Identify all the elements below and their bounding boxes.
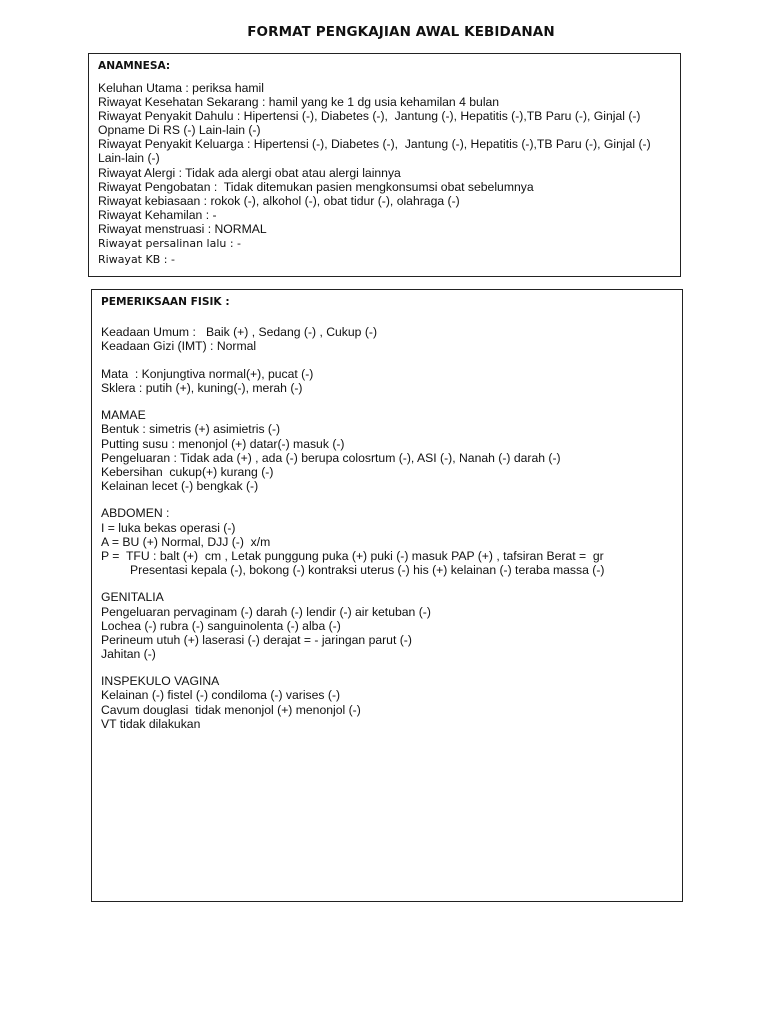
pemeriksaan-fisik-section <box>91 289 683 902</box>
mamae-heading: MAMAE <box>101 408 146 423</box>
riwayat-kehamilan: Riwayat Kehamilan : - <box>98 207 217 222</box>
riwayat-kebiasaan: Riwayat kebiasaan : rokok (-), alkohol (-), obat tidur (-), olahraga (-) <box>98 193 460 208</box>
inspekulo-cavum-douglasi: Cavum douglasi tidak menonjol (+) menonjol (-) <box>101 702 361 717</box>
inspekulo-vt: VT tidak dilakukan <box>101 716 201 731</box>
riwayat-penyakit-keluarga: Riwayat Penyakit Keluarga : Hipertensi (-), Diabetes (-), Jantung (-), Hepatitis (-),TB Paru (-), Ginjal (-) <box>98 137 651 152</box>
riwayat-pengobatan: Riwayat Pengobatan : Tidak ditemukan pasien mengkonsumsi obat sebelumnya <box>98 179 534 194</box>
keadaan-gizi: Keadaan Gizi (IMT) : Normal <box>101 339 257 354</box>
mata-konjungtiva: Mata : Konjungtiva normal(+), pucat (-) <box>101 366 314 381</box>
inspekulo-heading: INSPEKULO VAGINA <box>101 674 220 689</box>
genitalia-perineum: Perineum utuh (+) laserasi (-) derajat = - jaringan parut (-) <box>101 632 412 647</box>
keadaan-umum-group <box>101 325 672 353</box>
mamae-kebersihan: Kebersihan cukup(+) kurang (-) <box>101 464 274 479</box>
riwayat-persalinan: Riwayat persalinan lalu : - <box>98 237 242 251</box>
riwayat-penyakit-dahulu-cont: Opname Di RS (-) Lain-lain (-) <box>98 123 261 138</box>
sklera: Sklera : putih (+), kuning(-), merah (-) <box>101 380 303 395</box>
mamae-group <box>101 408 672 493</box>
anamnesa-heading: ANAMNESA: <box>98 60 171 72</box>
anamnesa-section <box>88 53 681 277</box>
document-title: FORMAT PENGKAJIAN AWAL KEBIDANAN <box>247 24 555 40</box>
riwayat-penyakit-dahulu: Riwayat Penyakit Dahulu : Hipertensi (-), Diabetes (-), Jantung (-), Hepatitis (-),TB Paru (-), Ginjal (-) <box>98 109 641 124</box>
abdomen-presentasi: Presentasi kepala (-), bokong (-) kontraksi uterus (-) his (+) kelainan (-) teraba massa (-) <box>130 562 605 577</box>
mamae-putting-susu: Putting susu : menonjol (+) datar(-) masuk (-) <box>101 436 345 451</box>
genitalia-pengeluaran: Pengeluaran pervaginam (-) darah (-) lendir (-) air ketuban (-) <box>101 604 431 619</box>
genitalia-jahitan: Jahitan (-) <box>101 646 156 661</box>
mamae-bentuk: Bentuk : simetris (+) asimietris (-) <box>101 422 281 437</box>
genitalia-lochea: Lochea (-) rubra (-) sanguinolenta (-) alba (-) <box>101 618 341 633</box>
riwayat-penyakit-keluarga-cont: Lain-lain (-) <box>98 151 160 166</box>
mata-group <box>101 367 672 395</box>
mamae-pengeluaran: Pengeluaran : Tidak ada (+) , ada (-) berupa colosrtum (-), ASI (-), Nanah (-) darah (-) <box>101 450 561 465</box>
abdomen-palpasi: P = TFU : balt (+) cm , Letak punggung puka (+) puki (-) masuk PAP (+) , tafsiran Berat = gr <box>101 548 604 563</box>
riwayat-kesehatan-sekarang: Riwayat Kesehatan Sekarang : hamil yang ke 1 dg usia kehamilan 4 bulan <box>98 95 500 110</box>
riwayat-kb: Riwayat KB : - <box>98 252 175 266</box>
keadaan-umum: Keadaan Umum : Baik (+) , Sedang (-) , Cukup (-) <box>101 325 378 339</box>
genitalia-group <box>101 590 672 660</box>
riwayat-menstruasi: Riwayat menstruasi : NORMAL <box>98 221 267 236</box>
abdomen-heading: ABDOMEN : <box>101 506 170 521</box>
inspekulo-group <box>101 674 672 730</box>
inspekulo-kelainan: Kelainan (-) fistel (-) condiloma (-) varises (-) <box>101 688 341 703</box>
abdomen-inspeksi: I = luka bekas operasi (-) <box>101 520 236 535</box>
riwayat-alergi: Riwayat Alergi : Tidak ada alergi obat atau alergi lainnya <box>98 165 401 180</box>
mamae-kelainan: Kelainan lecet (-) bengkak (-) <box>101 478 259 493</box>
genitalia-heading: GENITALIA <box>101 590 164 605</box>
keluhan-utama: Keluhan Utama : periksa hamil <box>98 81 264 95</box>
pemeriksaan-fisik-heading: PEMERIKSAAN FISIK : <box>101 296 230 308</box>
abdomen-group <box>101 506 672 576</box>
abdomen-auskultasi: A = BU (+) Normal, DJJ (-) x/m <box>101 534 271 549</box>
